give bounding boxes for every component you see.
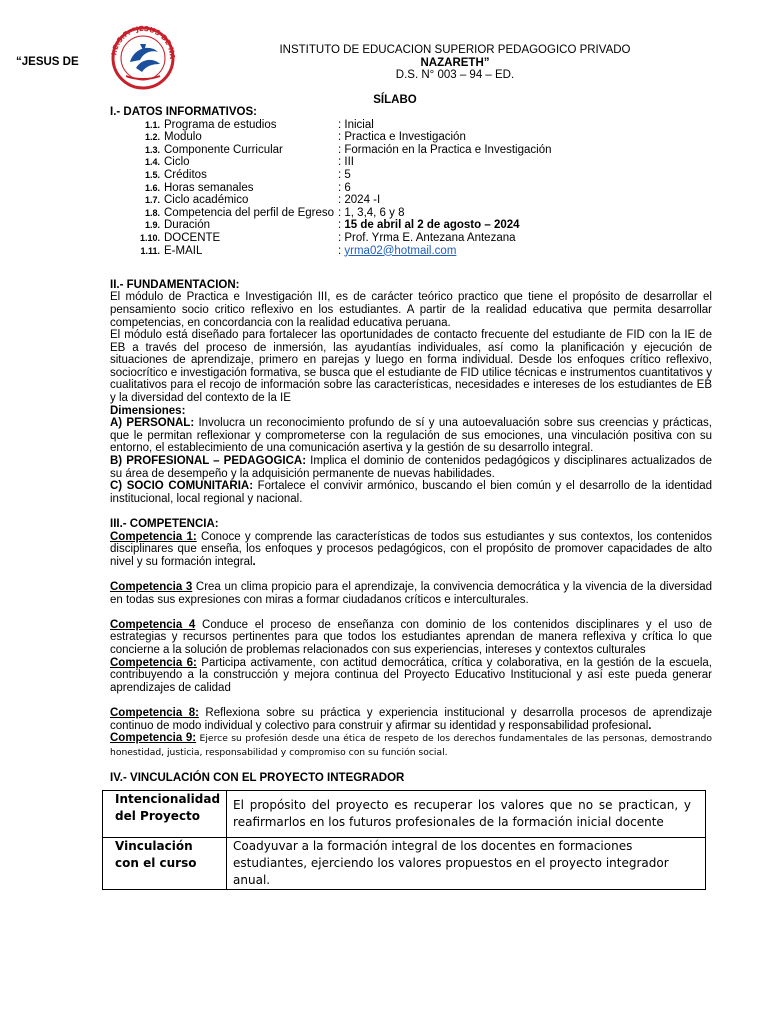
section-heading-datos: I.- DATOS INFORMATIVOS: [110, 106, 257, 118]
header-institution-name-left: “JESUS DE [16, 56, 79, 68]
datos-row-number: 1.2. [144, 132, 160, 143]
table-cell-label: Intencionalidad del Proyecto [103, 791, 227, 838]
datos-row-label: DOCENTE [164, 231, 221, 244]
datos-row-value: : 15 de abril al 2 de agosto – 2024 [338, 219, 520, 232]
competencia-8: Competencia 8: Reflexiona sobre su práctica y experiencia institucional y desarrolla procesos de aprendizaje continuo de modo individual y colectivo para construir y afirmar su identidad y responsabilidad profesional. [110, 706, 712, 732]
competencia-3: Competencia 3 Crea un clima propicio para el aprendizaje, la convivencia democrática y la vivencia de la diversidad en todas sus expresiones con miras a formar ciudadanos críticos e interculturales. [110, 580, 712, 606]
datos-row-number: 1.10. [139, 232, 160, 243]
header-line-decree: D.S. N° 003 – 94 – ED. [395, 69, 515, 82]
datos-row-value: : 5 [338, 168, 351, 181]
duration-value: 15 de abril al 2 de agosto – 2024 [344, 219, 520, 232]
logo-text: I.E.S.P. "JESUS DE NA [110, 24, 177, 60]
datos-row-label: Ciclo [164, 156, 190, 169]
datos-list [110, 119, 712, 258]
datos-row-value: : 2024 -I [338, 194, 381, 207]
section-heading-competencia: III.- COMPETENCIA: [110, 518, 219, 530]
datos-row-number: 1.5. [144, 169, 160, 180]
document-body [110, 106, 712, 784]
datos-row-number: 1.8. [144, 207, 160, 218]
section-heading-vinculacion: IV.- VINCULACIÓN CON EL PROYECTO INTEGRADOR [110, 771, 405, 784]
datos-row-value: : 6 [338, 181, 351, 194]
datos-row-value: : Prof. Yrma E. Antezana Antezana [338, 231, 516, 244]
table-row [103, 791, 706, 838]
datos-row-number: 1.1. [144, 119, 160, 130]
dimension-personal: A) PERSONAL: Involucra un reconocimiento profundo de sí y una autoevaluación sobre sus creencias y prácticas, que le permitan reflexionar y comprometerse con la regulación de sus emociones, una vinculación positiva con su entorno, el establecimiento de una comunicación asertiva y la gestión de su desarrollo integral. [110, 417, 712, 455]
datos-row-label: Ciclo académico [164, 194, 249, 207]
competencia-4: Competencia 4 Conduce el proceso de enseñanza con dominio de los contenidos disciplinares y el uso de estrategias y recursos pertinentes para que todos los estudiantes aprendan de manera reflexiva y crítica lo que concierne a la solución de problemas relacionados con sus experiencias, intereses y contextos culturales [110, 618, 712, 656]
datos-row-label: Competencia del perfil de Egreso [164, 206, 335, 219]
datos-row [110, 207, 712, 220]
datos-row [110, 182, 712, 195]
datos-row [110, 232, 712, 245]
datos-row-number: 1.9. [144, 220, 160, 231]
datos-row-number: 1.11. [140, 245, 160, 256]
datos-row-value: : Inicial [338, 118, 374, 131]
datos-row-label: Créditos [164, 168, 207, 181]
datos-row-value: : III [338, 156, 354, 169]
dimension-socio-comunitaria: C) SOCIO COMUNITARIA: Fortalece el convivir armónico, buscando el bien común y el desarrollo de la identidad institucional, local regional y nacional. [110, 480, 713, 505]
datos-row-value: : Practica e Investigación [338, 131, 466, 144]
table-cell-text: El propósito del proyecto es recuperar los valores que no se practican, y reafirmarlos en los futuros profesionales de la formación inicial docente [227, 791, 706, 838]
institution-logo [106, 22, 180, 90]
datos-row [110, 119, 712, 132]
datos-row-value: : yrma02@hotmail.com [338, 244, 457, 257]
document-title: SÍLABO [373, 94, 417, 106]
dimension-profesional: B) PROFESIONAL – PEDAGOGICA: Implica el dominio de contenidos pedagógicos y disciplinares actualizados de su área de desempeño y la adquisición permanente de nuevas habilidades. [110, 455, 712, 480]
header-line-nazareth: NAZARETH” [420, 56, 490, 69]
datos-row-label: Modulo [164, 131, 202, 144]
header-block [240, 44, 670, 82]
datos-row-label: Componente Curricular [164, 143, 283, 156]
datos-row [110, 245, 712, 258]
section-heading-fundamentacion: II.- FUNDAMENTACION: [110, 278, 240, 291]
email-link[interactable]: yrma02@hotmail.com [344, 244, 457, 257]
datos-row-number: 1.3. [144, 144, 160, 155]
table-row [103, 838, 706, 890]
datos-row-value: : 1, 3,4, 6 y 8 [338, 206, 405, 219]
dimensiones-heading: Dimensiones: [110, 404, 186, 417]
fundamentacion-paragraph-2: El módulo está diseñado para fortalecer las oportunidades de contacto frecuente del estudiante de FID con la IE de EB a través del proceso de inmersión, las ayudantías individuales, así como la planificación y ejecución de situaciones de aprendizaje, primero en parejas y luego en forma individual. Desde los enfoques crítico reflexivo, sociocrítico e investigación formativa, se busca que el estudiante de FID utilice técnicas e instrumentos cuantitativos y cualitativos para el recojo de información sobre las características, necesidades e intereses de los estudiantes de EB y la diversidad del contexto de la IE [110, 329, 712, 405]
datos-row-label: E-MAIL [164, 244, 203, 257]
datos-row [110, 144, 712, 157]
datos-row [110, 219, 712, 232]
datos-row-number: 1.7. [144, 195, 160, 206]
header-line-institute: INSTITUTO DE EDUCACION SUPERIOR PEDAGOGICO PRIVADO [279, 44, 631, 56]
datos-row-number: 1.4. [144, 157, 160, 168]
datos-row [110, 194, 712, 207]
datos-row [110, 131, 712, 144]
datos-row-value: : Formación en la Practica e Investigación [338, 143, 552, 156]
datos-row-label: Horas semanales [164, 181, 254, 194]
datos-row-label: Programa de estudios [164, 118, 277, 131]
proyecto-integrador-table [102, 790, 706, 890]
competencia-9: Competencia 9: Ejerce su profesión desde una ética de respeto de los derechos fundamentales de las personas, demostrando honestidad, justicia, responsabilidad y compromiso con su función social. [110, 732, 712, 758]
competencia-1: Competencia 1: Conoce y comprende las características de todos sus estudiantes y sus contextos, los contenidos disciplinares que enseña, los enfoques y procesos pedagógicos, con el propósito de promover capacidades de alto nivel y su formación integral. [110, 530, 713, 568]
table-cell-text: Coadyuvar a la formación integral de los docentes en formaciones estudiantes, ejerciendo los valores propuestos en el proyecto integrador anual. [227, 838, 706, 890]
table-cell-label: Vinculación con el curso [103, 838, 227, 890]
datos-row [110, 169, 712, 182]
datos-row [110, 156, 712, 169]
datos-row-number: 1.6. [144, 182, 160, 193]
competencia-6: Competencia 6: Participa activamente, con actitud democrática, crítica y colaborativa, en la gestión de la escuela, contribuyendo a la construcción y mejora continua del Proyecto Educativo Institucional y así este pueda generar aprendizajes de calidad [110, 656, 712, 694]
fundamentacion-paragraph-1: El módulo de Practica e Investigación III, es de carácter teórico practico que tiene el propósito de desarrollar el pensamiento socio critico reflexivo en los estudiantes. A partir de la realidad educativa que permita desarrollar competencias, en concordancia con la realidad educativa peruana. [110, 291, 712, 329]
datos-row-label: Duración [164, 219, 211, 232]
